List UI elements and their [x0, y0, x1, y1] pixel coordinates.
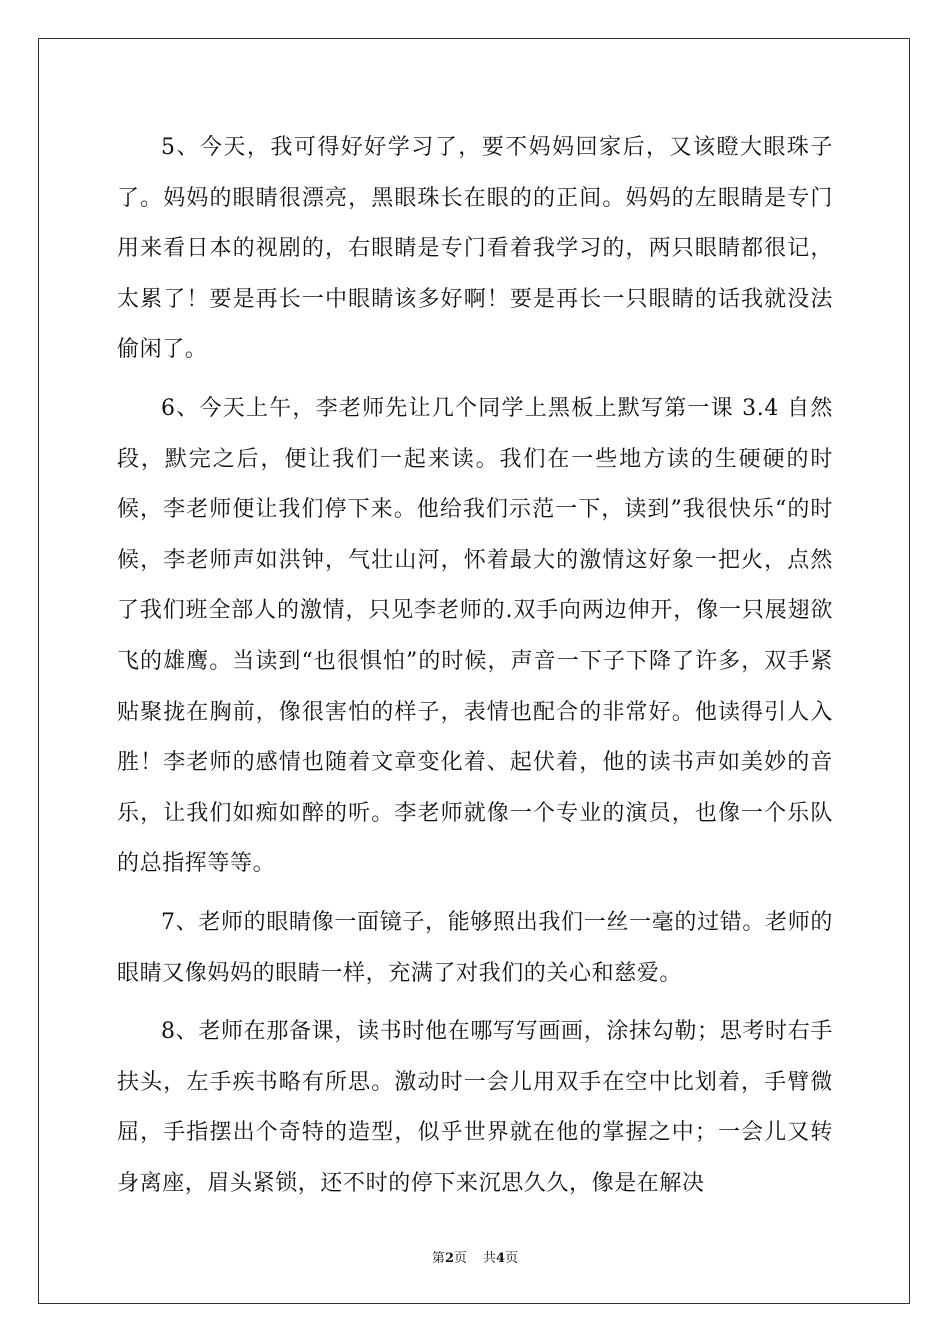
paragraph-7: 7、老师的眼睛像一面镜子，能够照出我们一丝一毫的过错。老师的眼睛又像妈妈的眼睛一样，充满了对我们的关心和慈爱。 — [117, 909, 833, 986]
total-prefix: 共 — [483, 1251, 497, 1266]
page-suffix: 页 — [453, 1251, 467, 1266]
document-body — [117, 123, 833, 1217]
page-prefix: 第 — [431, 1251, 445, 1266]
total-suffix: 页 — [505, 1251, 519, 1266]
page-footer — [0, 1247, 950, 1266]
current-page-number: 2 — [444, 1251, 454, 1266]
total-page-number: 4 — [496, 1251, 506, 1266]
paragraph-6: 6、今天上午，李老师先让几个同学上黑板上默写第一课 3.4 自然段，默完之后，便让我们一起来读。我们在一些地方读的生硬硬的时候，李老师便让我们停下来。他给我们示范一下，读到”我很快乐“的时候，李老师声如洪钟，气壮山河，怀着最大的激情这好象一把火，点然了我们班全部人的激情，只见李老师的.双手向两边伸开，像一只展翅欲飞的雄鹰。当读到“也很惧怕”的时候，声音一下子下降了许多，双手紧贴聚拢在胸前，像很害怕的样子，表情也配合的非常好。他读得引人入胜！李老师的感情也随着文章变化着、起伏着，他的读书声如美妙的音乐，让我们如痴如醉的听。李老师就像一个专业的演员，也像一个乐队的总指挥等等。 — [117, 395, 833, 877]
paragraph-5: 5、今天，我可得好好学习了，要不妈妈回家后，又该瞪大眼珠子了。妈妈的眼睛很漂亮，黑眼珠长在眼的的正间。妈妈的左眼睛是专门用来看日本的视剧的，右眼睛是专门看着我学习的，两只眼睛都很记，太累了！要是再长一中眼睛该多好啊！要是再长一只眼睛的话我就没法偷闲了。 — [117, 135, 833, 363]
paragraph-8: 8、老师在那备课，读书时他在哪写写画画，涂抹勾勒；思考时右手扶头，左手疾书略有所思。激动时一会儿用双手在空中比划着，手臂微屈，手指摆出个奇特的造型，似乎世界就在他的掌握之中；一会儿又转身离座，眉头紧锁，还不时的停下来沉思久久，像是在解决 — [117, 1019, 833, 1196]
